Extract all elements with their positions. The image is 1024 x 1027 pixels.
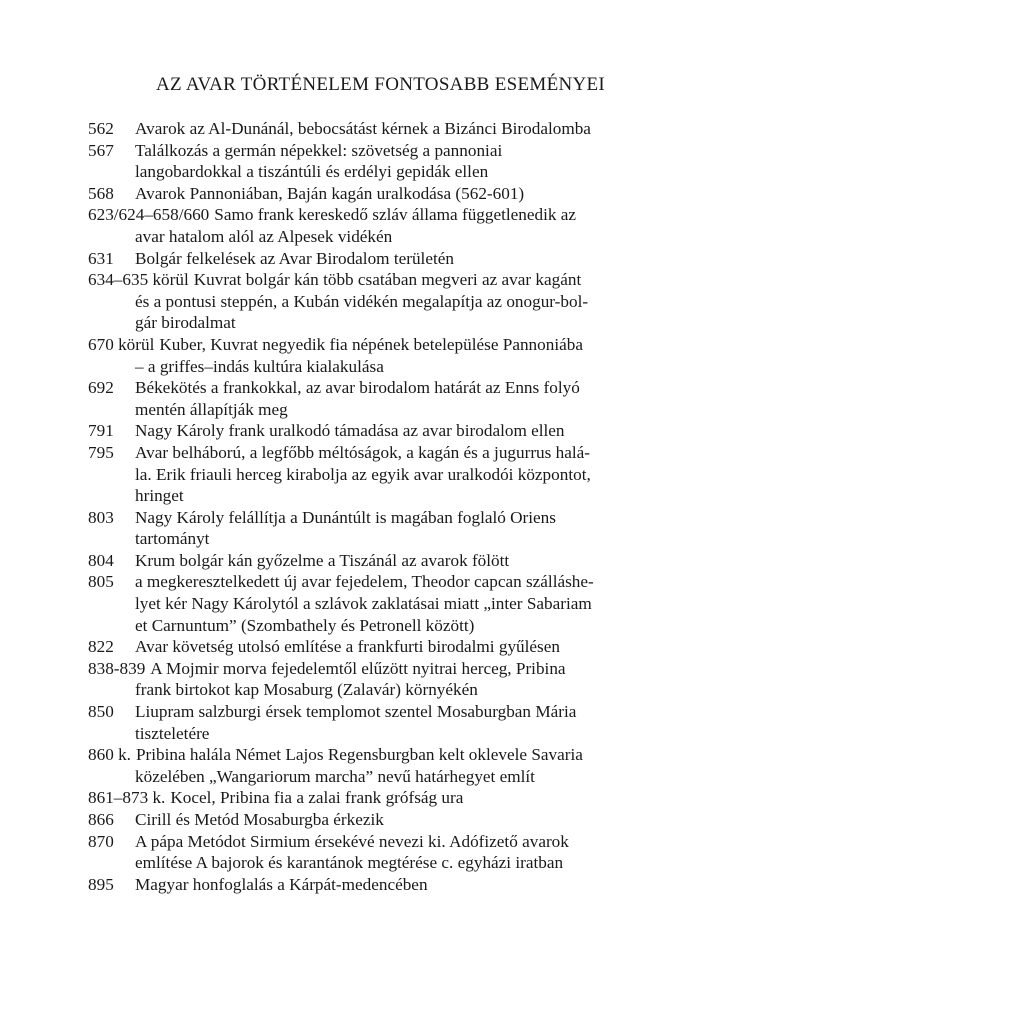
entry-text: a megkeresztelkedett új avar fejedelem, Theodor capcan szálláshe- — [135, 572, 594, 592]
entry-year: 850 — [88, 702, 114, 722]
page-title: AZ AVAR TÖRTÉNELEM FONTOSABB ESEMÉNYEI — [156, 74, 606, 95]
chronology-entry — [88, 420, 708, 442]
entry-year: 623/624–658/660 — [88, 205, 210, 225]
entry-text: A Mojmir morva fejedelemtől elűzött nyitrai herceg, Pribina — [150, 658, 566, 678]
entry-first-line — [88, 787, 708, 809]
entry-continuation-line: említése A bajorok és karantánok megtérése c. egyházi iratban — [135, 853, 564, 873]
entry-text: Békekötés a frankokkal, az avar birodalom határát az Enns folyó — [135, 378, 580, 398]
entry-first-line — [88, 269, 708, 291]
entry-continuation-line: – a griffes–indás kultúra kialakulása — [135, 356, 384, 376]
entry-text: Avarok az Al-Dunánál, bebocsátást kérnek a Bizánci Birodalomba — [135, 119, 591, 138]
entry-year: 567 — [88, 140, 114, 160]
entry-text: Nagy Károly frank uralkodó támadása az avar birodalom ellen — [135, 421, 565, 441]
entry-first-line — [88, 248, 708, 270]
entry-year: 895 — [88, 874, 114, 894]
entry-year: 861–873 k. — [88, 788, 166, 808]
entry-first-line — [88, 507, 708, 529]
entry-text: Cirill és Metód Mosaburgba érkezik — [135, 810, 384, 829]
entry-first-line — [88, 550, 708, 572]
entry-year: 870 — [88, 831, 114, 851]
chronology-entry — [88, 507, 708, 550]
entry-first-line — [88, 744, 708, 766]
entry-continuation-line: tiszteletére — [135, 723, 210, 743]
chronology-entry — [88, 334, 708, 377]
entry-first-line — [88, 831, 708, 853]
entry-first-line — [88, 204, 708, 226]
entry-year: 803 — [88, 507, 114, 527]
chronology-entry — [88, 140, 708, 183]
entry-text: Krum bolgár kán győzelme a Tiszánál az avarok fölött — [135, 550, 510, 570]
entry-continuation-line: mentén állapítják meg — [135, 399, 288, 419]
entry-continuation-line: tartományt — [135, 529, 210, 549]
chronology-entry — [88, 204, 708, 247]
entry-continuation-line: hringet — [135, 486, 184, 506]
entry-first-line — [88, 118, 708, 140]
entry-first-line — [88, 183, 708, 205]
entry-text: Avar követség utolsó említése a frankfurti birodalmi gyűlésen — [135, 637, 560, 657]
chronology-entry — [88, 442, 708, 507]
entry-continuation-line: langobardokkal a tiszántúli és erdélyi gepidák ellen — [135, 162, 489, 182]
entry-text: A pápa Metódot Sirmium érsekévé nevezi ki. Adófizető avarok — [135, 831, 569, 851]
entry-year: 670 körül — [88, 334, 155, 354]
chronology-entry — [88, 809, 708, 831]
chronology-entry — [88, 377, 708, 420]
chronology-entry — [88, 874, 708, 896]
entry-continuation-line: lyet kér Nagy Károlytól a szlávok zaklatásai miatt „inter Sabariam — [135, 594, 592, 614]
entry-continuation-line: és a pontusi steppén, a Kubán vidékén megalapítja az onogur-bol- — [135, 291, 589, 311]
entry-text: Kuber, Kuvrat negyedik fia népének betelepülése Pannoniába — [159, 334, 583, 354]
entry-year: 692 — [88, 378, 114, 398]
entry-text: Nagy Károly felállítja a Dunántúlt is magában foglaló Oriens — [135, 507, 556, 527]
entry-year: 866 — [88, 810, 114, 829]
chronology-entry — [88, 701, 708, 744]
chronology-entry — [88, 248, 708, 270]
entry-first-line — [88, 442, 708, 464]
entry-first-line — [88, 636, 708, 658]
entry-continuation-line: la. Erik friauli herceg kirabolja az egyik avar uralkodói központot, — [135, 464, 591, 484]
entry-year: 822 — [88, 637, 114, 657]
entry-text: Avarok Pannoniában, Baján kagán uralkodása (562-601) — [135, 183, 525, 203]
entry-first-line — [88, 658, 708, 680]
entry-year: 631 — [88, 248, 114, 268]
chronology-entry — [88, 183, 708, 205]
chronology-entry — [88, 831, 708, 874]
entry-first-line — [88, 701, 708, 723]
entry-first-line — [88, 334, 708, 356]
chronology-entry — [88, 269, 708, 334]
entry-continuation-line: közelében „Wangariorum marcha” nevű határhegyet említ — [135, 766, 535, 786]
chronology-entry — [88, 636, 708, 658]
entry-year: 804 — [88, 550, 114, 570]
chronology-entry — [88, 550, 708, 572]
entry-first-line — [88, 377, 708, 399]
entry-first-line — [88, 874, 708, 896]
entry-text: Liupram salzburgi érsek templomot szentel Mosaburgban Mária — [135, 702, 577, 722]
entry-text: Pribina halála Német Lajos Regensburgban kelt oklevele Savaria — [135, 745, 583, 765]
chronology-entry — [88, 118, 708, 140]
entry-year: 805 — [88, 572, 114, 592]
entry-year: 568 — [88, 183, 114, 203]
entry-year: 562 — [88, 119, 114, 138]
entry-first-line — [88, 809, 708, 831]
entry-text: Találkozás a germán népekkel: szövetség a pannoniai — [135, 140, 503, 160]
entry-continuation-line: et Carnuntum” (Szombathely és Petronell között) — [135, 615, 475, 635]
entry-continuation-line: gár birodalmat — [135, 313, 236, 333]
entry-text: Kocel, Pribina fia a zalai frank grófság ura — [170, 788, 464, 808]
entry-text: Magyar honfoglalás a Kárpát-medencében — [135, 874, 428, 894]
entry-year: 860 k. — [88, 745, 131, 765]
entry-text: Kuvrat bolgár kán több csatában megveri az avar kagánt — [193, 270, 582, 290]
entry-year: 795 — [88, 442, 114, 462]
entry-text: Samo frank kereskedő szláv állama függetlenedik az — [214, 205, 577, 225]
entry-year: 791 — [88, 421, 114, 441]
entry-year: 838-839 — [88, 658, 146, 678]
entry-first-line — [88, 420, 708, 442]
chronology-entry — [88, 658, 708, 701]
chronology-entry — [88, 744, 708, 787]
chronology-entry — [88, 571, 708, 636]
entry-continuation-line: avar hatalom alól az Alpesek vidékén — [135, 226, 393, 246]
entry-text: Bolgár felkelések az Avar Birodalom területén — [135, 248, 454, 268]
entry-first-line — [88, 571, 708, 593]
entry-first-line — [88, 140, 708, 162]
entry-year: 634–635 körül — [88, 270, 189, 290]
entry-continuation-line: frank birtokot kap Mosaburg (Zalavár) környékén — [135, 680, 478, 700]
chronology-entry — [88, 787, 708, 809]
entry-text: Avar belháború, a legfőbb méltóságok, a kagán és a jugurrus halá- — [135, 442, 590, 462]
chronology-list — [88, 118, 708, 895]
